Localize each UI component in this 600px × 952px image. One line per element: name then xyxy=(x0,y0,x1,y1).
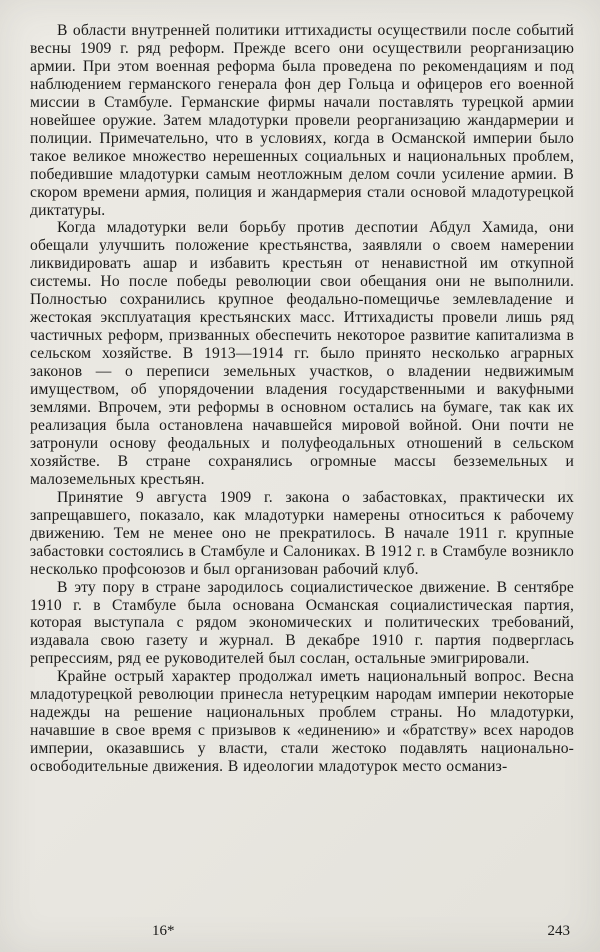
page-footer xyxy=(0,920,600,940)
paragraph-strikes-law: Принятие 9 августа 1909 г. закона о забастовках, практически их запрещавшего, показало, как младотурки намерены относиться к рабочему движению. Тем не менее оно не прекратилось. В начале 1911 г. крупные забастовки состоялись в Стамбуле и Салониках. В 1912 г. в Стамбуле возникло несколько профсоюзов и был организован рабочий клуб. xyxy=(30,488,574,578)
body-text xyxy=(30,22,574,776)
paragraph-socialist-movement: В эту пору в стране зародилось социалистическое движение. В сентябре 1910 г. в Стамбуле была основана Османская социалистическая партия, которая выступала с рядом экономических и политических требований, издавала свою газету и журнал. В декабре 1910 г. партия подверглась репрессиям, ряд ее руководителей был сослан, остальные эмигрировали. xyxy=(30,578,574,668)
page-number: 243 xyxy=(547,923,570,939)
printer-signature-mark: 16* xyxy=(152,923,175,939)
paragraph-agrarian-question: Когда младотурки вели борьбу против деспотии Абдул Хамида, они обещали улучшить положение крестьянства, заявляли о своем намерении ликвидировать ашар и избавить крестьян от ненавистной им откупной системы. Но после победы революции свои обещания они не выполнили. Полностью сохранились крупное феодально-помещичье землевладение и жестокая эксплуатация крестьянских масс. Иттихадисты провели лишь ряд частичных реформ, призванных обеспечить некоторое развитие капитализма в сельском хозяйстве. В 1913—1914 гг. было принято несколько аграрных законов — о переписи земельных участков, о владении недвижимым имуществом, об упорядочении владения государственными и вакуфными землями. Впрочем, эти реформы в основном остались на бумаге, так как их реализация была остановлена начавшейся мировой войной. Они почти не затронули основу феодальных и полуфеодальных отношений в сельском хозяйстве. В стране сохранялись огромные массы безземельных и малоземельных крестьян. xyxy=(30,219,574,488)
paragraph-army-reforms: В области внутренней политики иттихадисты осуществили после событий весны 1909 г. ряд реформ. Прежде всего они осуществили реорганизацию армии. При этом военная реформа была проведена по рекомендациям и под наблюдением германского генерала фон дер Гольца и офицеров его военной миссии в Стамбуле. Германские фирмы начали поставлять турецкой армии новейшее оружие. Затем младотурки провели реорганизацию жандармерии и полиции. Примечательно, что в условиях, когда в Османской империи было такое великое множество нерешенных социальных и национальных проблем, победившие младотурки самым неотложным делом сочли усиление армии. В скором времени армия, полиция и жандармерия стали основой младотурецкой диктатуры. xyxy=(30,22,574,219)
paragraph-national-question: Крайне острый характер продолжал иметь национальный вопрос. Весна младотурецкой революции принесла нетурецким народам империи некоторые надежды на решение национальных проблем страны. Но младотурки, начавшие в свое время с призывов к «единению» и «братству» всех народов империи, оказавшись у власти, стали жестоко подавлять национально-освободительные движения. В идеологии младотурок место османиз- xyxy=(30,668,574,776)
